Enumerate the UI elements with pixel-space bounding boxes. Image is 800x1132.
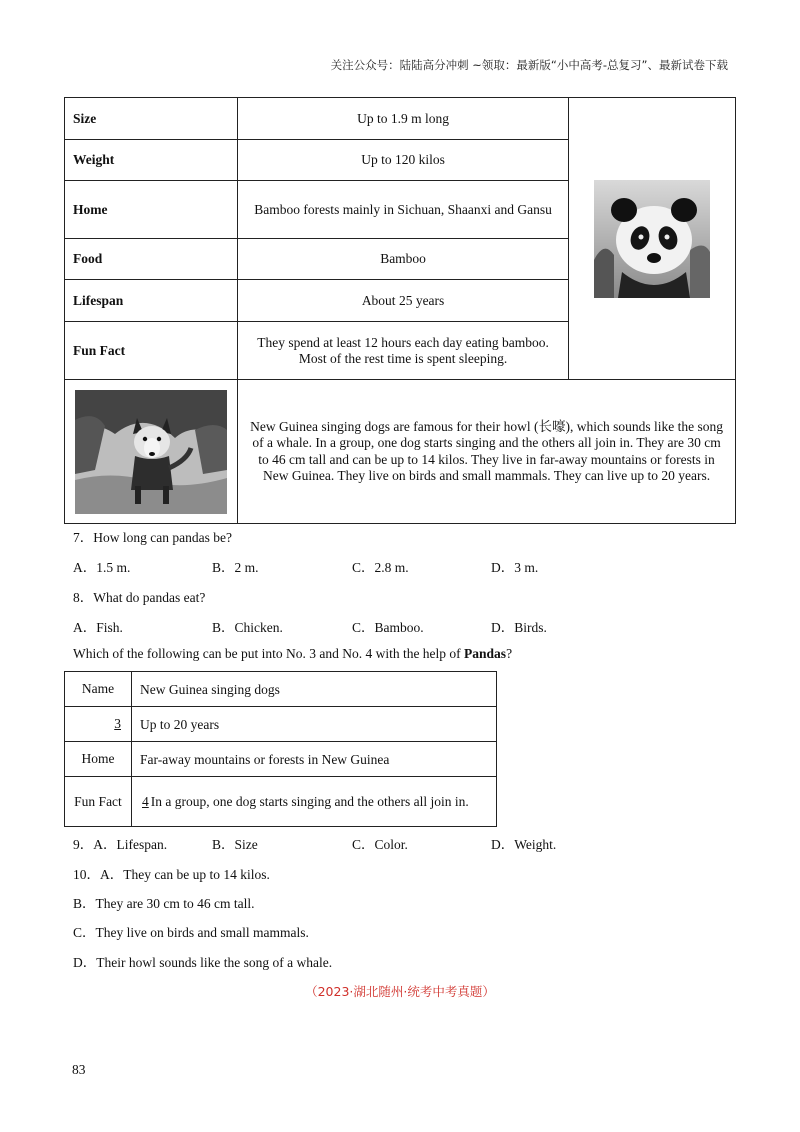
- blank-4: 4: [142, 794, 149, 809]
- table-row: [65, 777, 497, 827]
- dog-description: New Guinea singing dogs are famous for their howl (长嚎), which sounds like the song of a whale. In a group, one dog starts singing and the others all join in. They are 30 cm to 46 cm tall and can be up to 14 kilos. They live in far-away mountains or forests in New Guinea. They live on birds and small mammals. They can live up to 20 years.: [238, 380, 736, 524]
- weight-value: Up to 120 kilos: [238, 140, 569, 181]
- lifespan-answer-value: Up to 20 years: [132, 707, 497, 742]
- home-label: Home: [65, 181, 238, 239]
- dog-photo-cell: [65, 380, 238, 524]
- q10-option-a: 10．A．They can be up to 14 kilos.: [73, 867, 270, 882]
- q8-option-b: B．Chicken.: [212, 620, 283, 635]
- q9-option-d: D．Weight.: [491, 837, 557, 852]
- question-7-stem: 7．How long can pandas be?: [73, 530, 232, 545]
- name-value: New Guinea singing dogs: [132, 672, 497, 707]
- dog-summary-table: [64, 671, 497, 827]
- lifespan-label: Lifespan: [65, 280, 238, 322]
- q8-option-d: D．Birds.: [491, 620, 547, 635]
- panda-info-table: [64, 97, 736, 524]
- table-row: [65, 380, 736, 524]
- q7-option-a: A．1.5 m.: [73, 560, 131, 575]
- home-value-small: Far-away mountains or forests in New Guinea: [132, 742, 497, 777]
- home-value: Bamboo forests mainly in Sichuan, Shaanxi and Gansu: [238, 181, 569, 239]
- q10-option-b: B．They are 30 cm to 46 cm tall.: [73, 896, 255, 911]
- q7-option-c: C．2.8 m.: [352, 560, 409, 575]
- instruction-suffix: ?: [506, 646, 513, 661]
- dog-photo: [75, 390, 227, 514]
- q10-option-c: C．They live on birds and small mammals.: [73, 925, 309, 940]
- q9-option-b: B．Size: [212, 837, 258, 852]
- question-8-stem: 8．What do pandas eat?: [73, 590, 206, 605]
- instruction-bold: Pandas: [464, 646, 507, 661]
- table-row: [65, 707, 497, 742]
- q8-option-a: A．Fish.: [73, 620, 123, 635]
- q10-option-d: D．Their howl sounds like the song of a whale.: [73, 955, 333, 970]
- table-row: [65, 672, 497, 707]
- size-label: Size: [65, 98, 238, 140]
- table-row: [65, 98, 736, 140]
- table-row: [65, 742, 497, 777]
- instruction-text: [73, 646, 512, 662]
- size-value: Up to 1.9 m long: [238, 98, 569, 140]
- home-label-small: Home: [65, 742, 132, 777]
- panda-photo-cell: [569, 98, 736, 380]
- blank-3-cell: [65, 707, 132, 742]
- question-source: （2023·湖北随州·统考中考真题）: [305, 984, 495, 999]
- fun-fact-text-small: In a group, one dog starts singing and the others all join in.: [150, 794, 469, 809]
- q7-option-d: D．3 m.: [491, 560, 539, 575]
- q9-option-c: C．Color.: [352, 837, 408, 852]
- q9-option-a: 9．A．Lifespan.: [73, 837, 168, 852]
- q8-option-c: C．Bamboo.: [352, 620, 424, 635]
- instruction-prefix: Which of the following can be put into No. 3 and No. 4 with the help of: [73, 646, 465, 661]
- name-label: Name: [65, 672, 132, 707]
- food-value: Bamboo: [238, 239, 569, 280]
- page-header: 关注公众号：陆陆高分冲刺 ~领取：最新版“小中高考-总复习”、最新试卷下载: [330, 58, 728, 72]
- fun-fact-label-small: Fun Fact: [65, 777, 132, 827]
- page-number: 83: [72, 1062, 86, 1077]
- food-label: Food: [65, 239, 238, 280]
- fun-fact-value: They spend at least 12 hours each day eating bamboo. Most of the rest time is spent sleeping.: [238, 322, 569, 380]
- q7-option-b: B．2 m.: [212, 560, 259, 575]
- weight-label: Weight: [65, 140, 238, 181]
- lifespan-value: About 25 years: [238, 280, 569, 322]
- fun-fact-label: Fun Fact: [65, 322, 238, 380]
- blank-3: 3: [114, 716, 121, 731]
- panda-photo: [594, 180, 710, 298]
- fun-fact-value-small: [132, 777, 497, 827]
